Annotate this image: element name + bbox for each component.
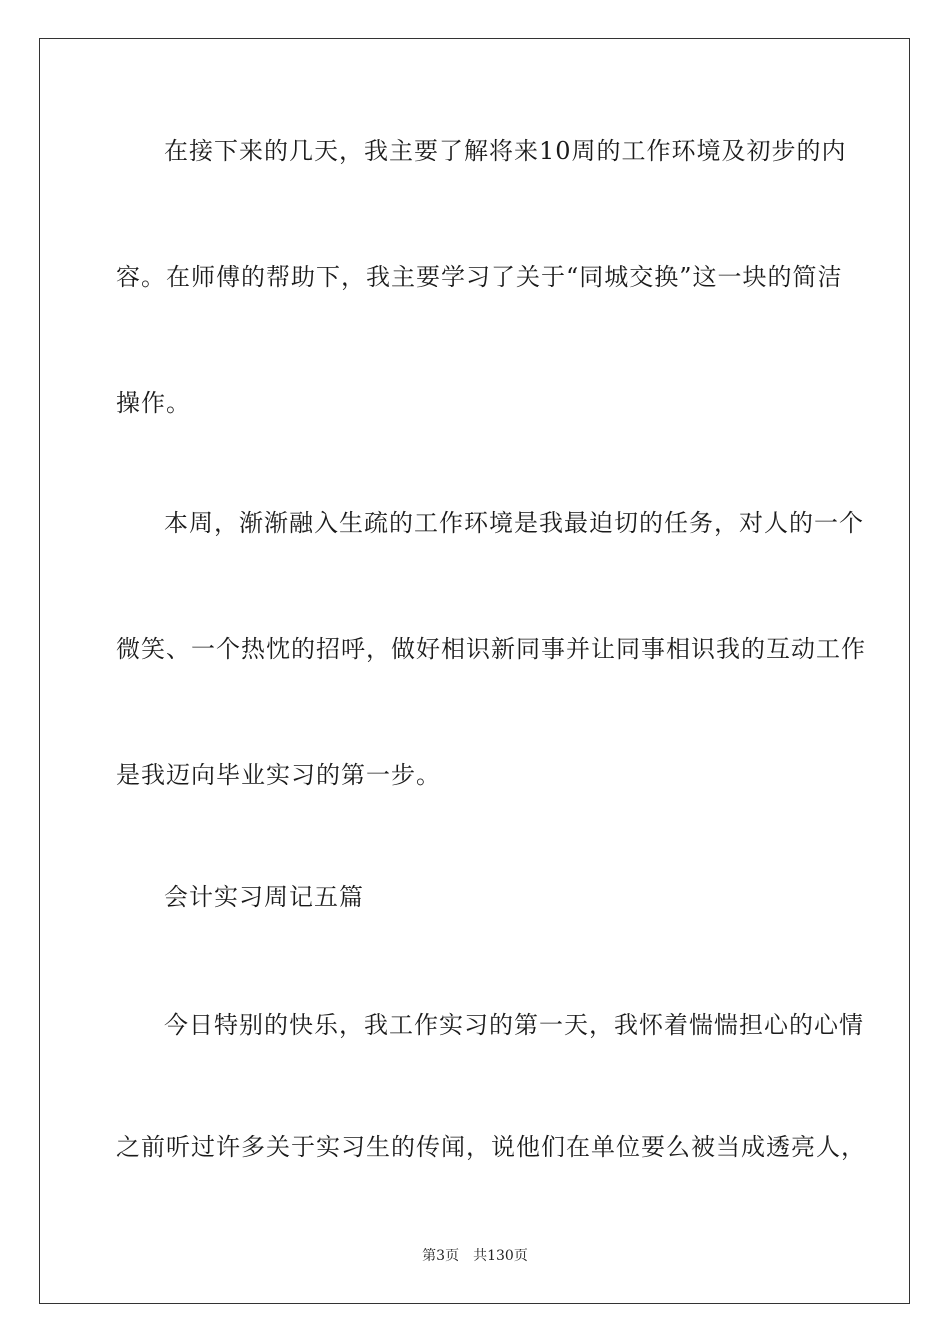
paragraph-line: 今日特别的快乐，我工作实习的第一天，我怀着惴惴担心的心情 bbox=[164, 1011, 864, 1039]
page-footer bbox=[0, 1246, 950, 1266]
paragraph-line: 容。在师傅的帮助下，我主要学习了关于“同城交换”这一块的简洁 bbox=[116, 263, 843, 291]
page-number: 第3页 bbox=[422, 1248, 460, 1264]
paragraph-line: 本周，渐渐融入生疏的工作环境是我最迫切的任务，对人的一个 bbox=[164, 509, 864, 537]
paragraph-line: 之前听过许多关于实习生的传闻，说他们在单位要么被当成透亮人， bbox=[116, 1133, 866, 1161]
paragraph-line: 操作。 bbox=[116, 389, 191, 417]
paragraph-line: 是我迈向毕业实习的第一步。 bbox=[116, 761, 441, 789]
section-heading: 会计实习周记五篇 bbox=[164, 883, 364, 911]
page-border bbox=[39, 38, 910, 1304]
page-total: 共130页 bbox=[473, 1248, 528, 1264]
paragraph-line: 微笑、一个热忱的招呼，做好相识新同事并让同事相识我的互动工作 bbox=[116, 635, 866, 663]
paragraph-line: 在接下来的几天，我主要了解将来10周的工作环境及初步的内 bbox=[164, 137, 847, 165]
